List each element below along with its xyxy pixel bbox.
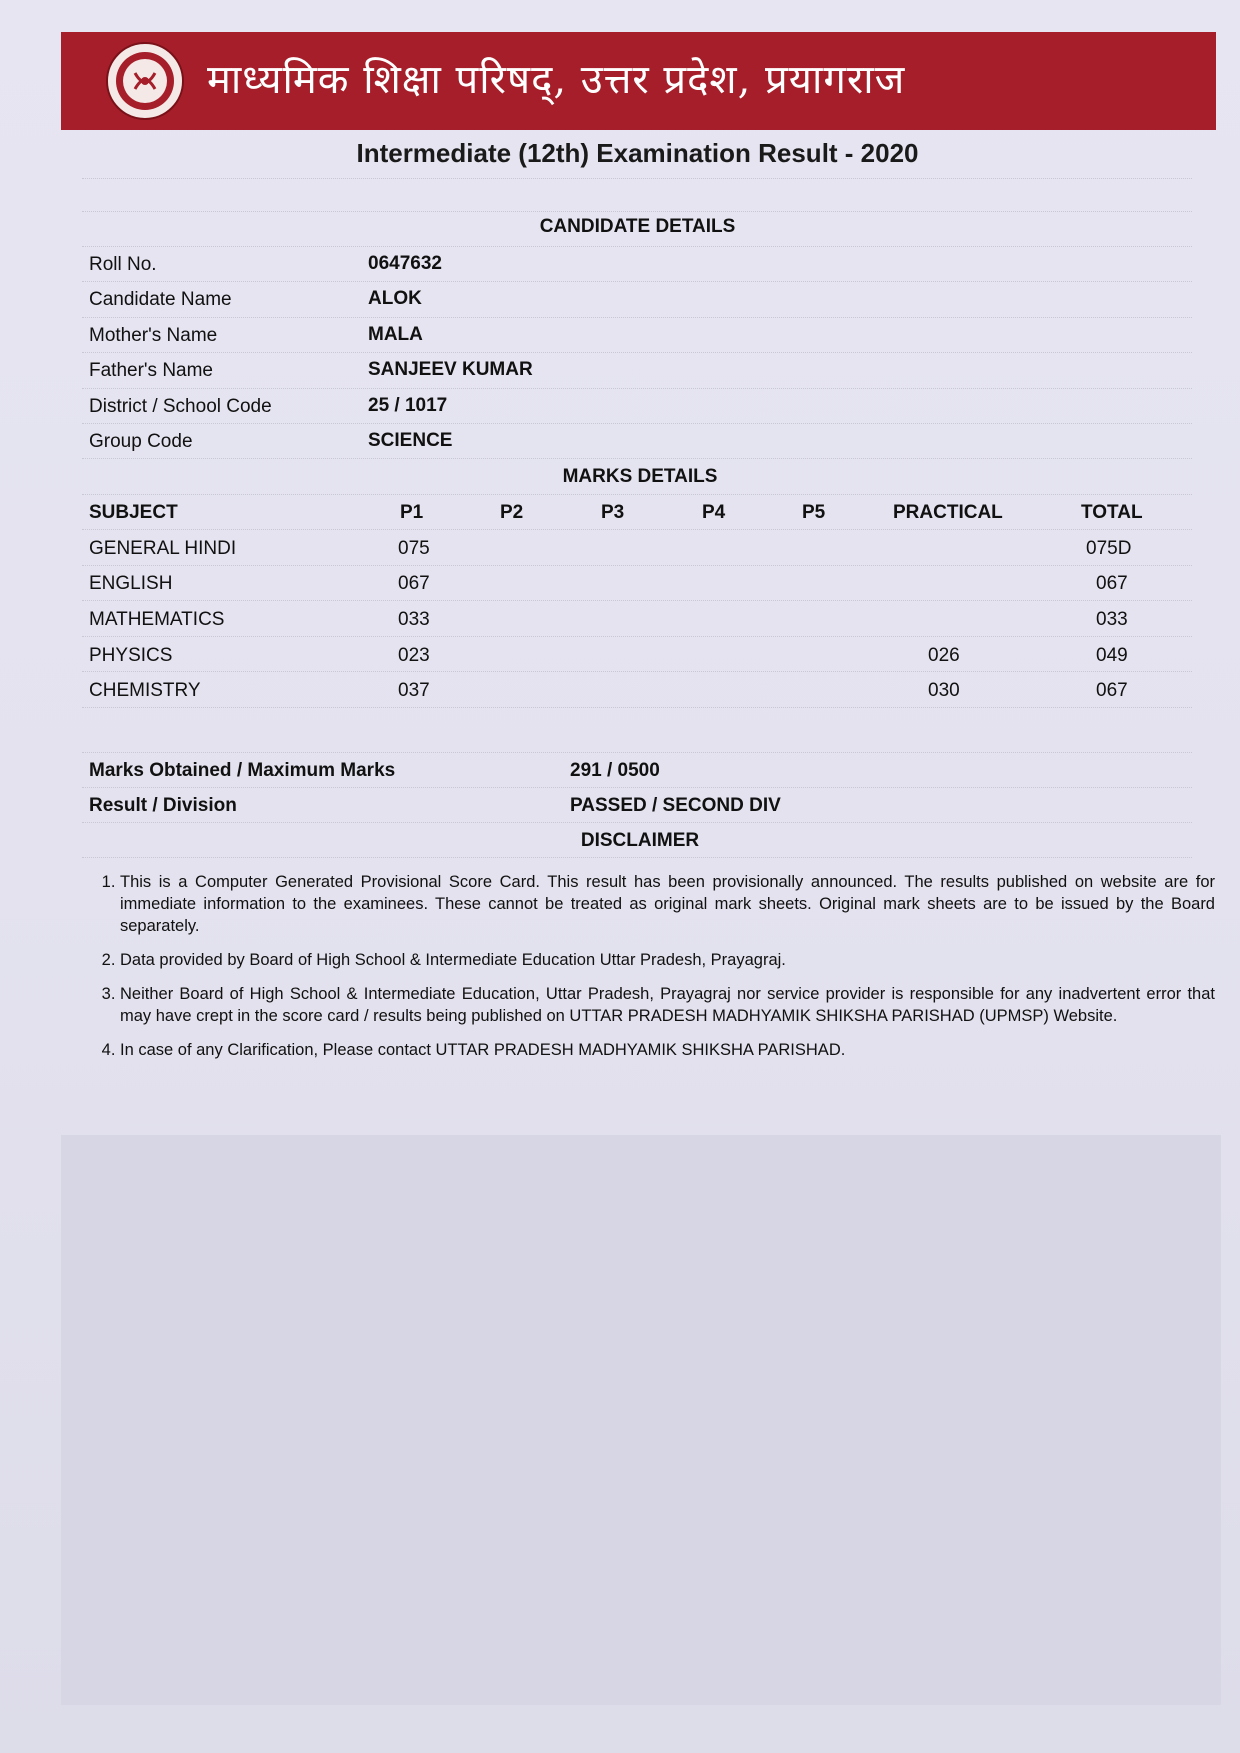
district-school-code-label: District / School Code — [89, 396, 272, 417]
divider — [82, 636, 1192, 637]
column-header-subject: SUBJECT — [89, 502, 178, 523]
divider — [82, 565, 1192, 566]
p1-cell: 023 — [398, 645, 430, 666]
roll-no-value: 0647632 — [368, 253, 442, 274]
divider — [82, 317, 1192, 318]
column-header-practical: PRACTICAL — [893, 502, 1003, 523]
result-division-label: Result / Division — [89, 795, 237, 816]
p1-cell: 075 — [398, 538, 430, 559]
district-school-code-value: 25 / 1017 — [368, 395, 448, 416]
divider — [82, 752, 1192, 753]
total-cell: 075D — [1086, 538, 1132, 559]
divider — [82, 423, 1192, 424]
column-header-total: TOTAL — [1081, 502, 1143, 523]
column-header-p5: P5 — [802, 502, 826, 523]
mother-name-value: MALA — [368, 324, 423, 345]
column-header-p2: P2 — [500, 502, 524, 523]
disclaimer-heading: DISCLAIMER — [580, 830, 700, 851]
roll-no-label: Roll No. — [89, 254, 157, 275]
divider — [82, 494, 1192, 495]
board-name-hindi: माध्यमिक शिक्षा परिषद्, उत्तर प्रदेश, प्रयागराज — [207, 57, 906, 103]
subject-cell: MATHEMATICS — [89, 609, 225, 630]
page-title: Intermediate (12th) Examination Result - 2020 — [356, 138, 919, 168]
divider — [82, 352, 1192, 353]
total-cell: 033 — [1096, 609, 1128, 630]
disclaimer-item: 2. Data provided by Board of High School & Intermediate Education Uttar Pradesh, Prayagraj. — [120, 949, 1215, 971]
divider — [82, 246, 1192, 247]
candidate-details-heading: CANDIDATE DETAILS — [539, 216, 736, 237]
p1-cell: 037 — [398, 680, 430, 701]
divider — [82, 211, 1192, 212]
group-code-label: Group Code — [89, 431, 193, 452]
header-banner — [61, 32, 1216, 130]
total-cell: 049 — [1096, 645, 1128, 666]
result-division-value: PASSED / SECOND DIV — [570, 795, 781, 816]
divider — [82, 671, 1192, 672]
divider — [82, 600, 1192, 601]
column-header-p3: P3 — [601, 502, 625, 523]
marks-details-heading: MARKS DETAILS — [562, 466, 718, 487]
divider — [82, 281, 1192, 282]
disclaimer-item: 3. Neither Board of High School & Intermediate Education, Uttar Pradesh, Prayagraj nor service provider is responsible for any inadvertent error that may have crept in the score card / results being published on UTTAR PRADESH MADHYAMIK SHIKSHA PARISHAD (UPMSP) Website. — [120, 983, 1215, 1027]
marks-obtained-value: 291 / 0500 — [570, 760, 660, 781]
divider — [82, 178, 1192, 179]
total-cell: 067 — [1096, 680, 1128, 701]
divider — [82, 857, 1192, 858]
disclaimer-item: 1. This is a Computer Generated Provisional Score Card. This result has been provisionally announced. The results published on website are for immediate information to the examinees. These cannot be treated as original mark sheets. Original mark sheets are to be issued by the Board separately. — [120, 871, 1215, 937]
column-header-p1: P1 — [400, 502, 424, 523]
divider — [82, 529, 1192, 530]
p1-cell: 033 — [398, 609, 430, 630]
divider — [82, 388, 1192, 389]
candidate-name-value: ALOK — [368, 288, 422, 309]
subject-cell: CHEMISTRY — [89, 680, 201, 701]
total-cell: 067 — [1096, 573, 1128, 594]
blank-lower-area — [61, 1135, 1221, 1705]
divider — [82, 822, 1192, 823]
column-header-p4: P4 — [702, 502, 726, 523]
subject-cell: GENERAL HINDI — [89, 538, 237, 559]
marks-obtained-label: Marks Obtained / Maximum Marks — [89, 760, 396, 781]
divider — [82, 787, 1192, 788]
p1-cell: 067 — [398, 573, 430, 594]
disclaimer-item: 4. In case of any Clarification, Please contact UTTAR PRADESH MADHYAMIK SHIKSHA PARISHAD. — [120, 1039, 1215, 1061]
practical-cell: 026 — [928, 645, 960, 666]
disclaimer-list — [89, 871, 1215, 1073]
mother-name-label: Mother's Name — [89, 325, 218, 346]
divider — [82, 707, 1192, 708]
subject-cell: ENGLISH — [89, 573, 173, 594]
group-code-value: SCIENCE — [368, 430, 453, 451]
upmsp-seal-icon — [105, 41, 185, 121]
subject-cell: PHYSICS — [89, 645, 173, 666]
father-name-value: SANJEEV KUMAR — [368, 359, 533, 380]
candidate-name-label: Candidate Name — [89, 289, 232, 310]
father-name-label: Father's Name — [89, 360, 214, 381]
practical-cell: 030 — [928, 680, 960, 701]
divider — [82, 458, 1192, 459]
